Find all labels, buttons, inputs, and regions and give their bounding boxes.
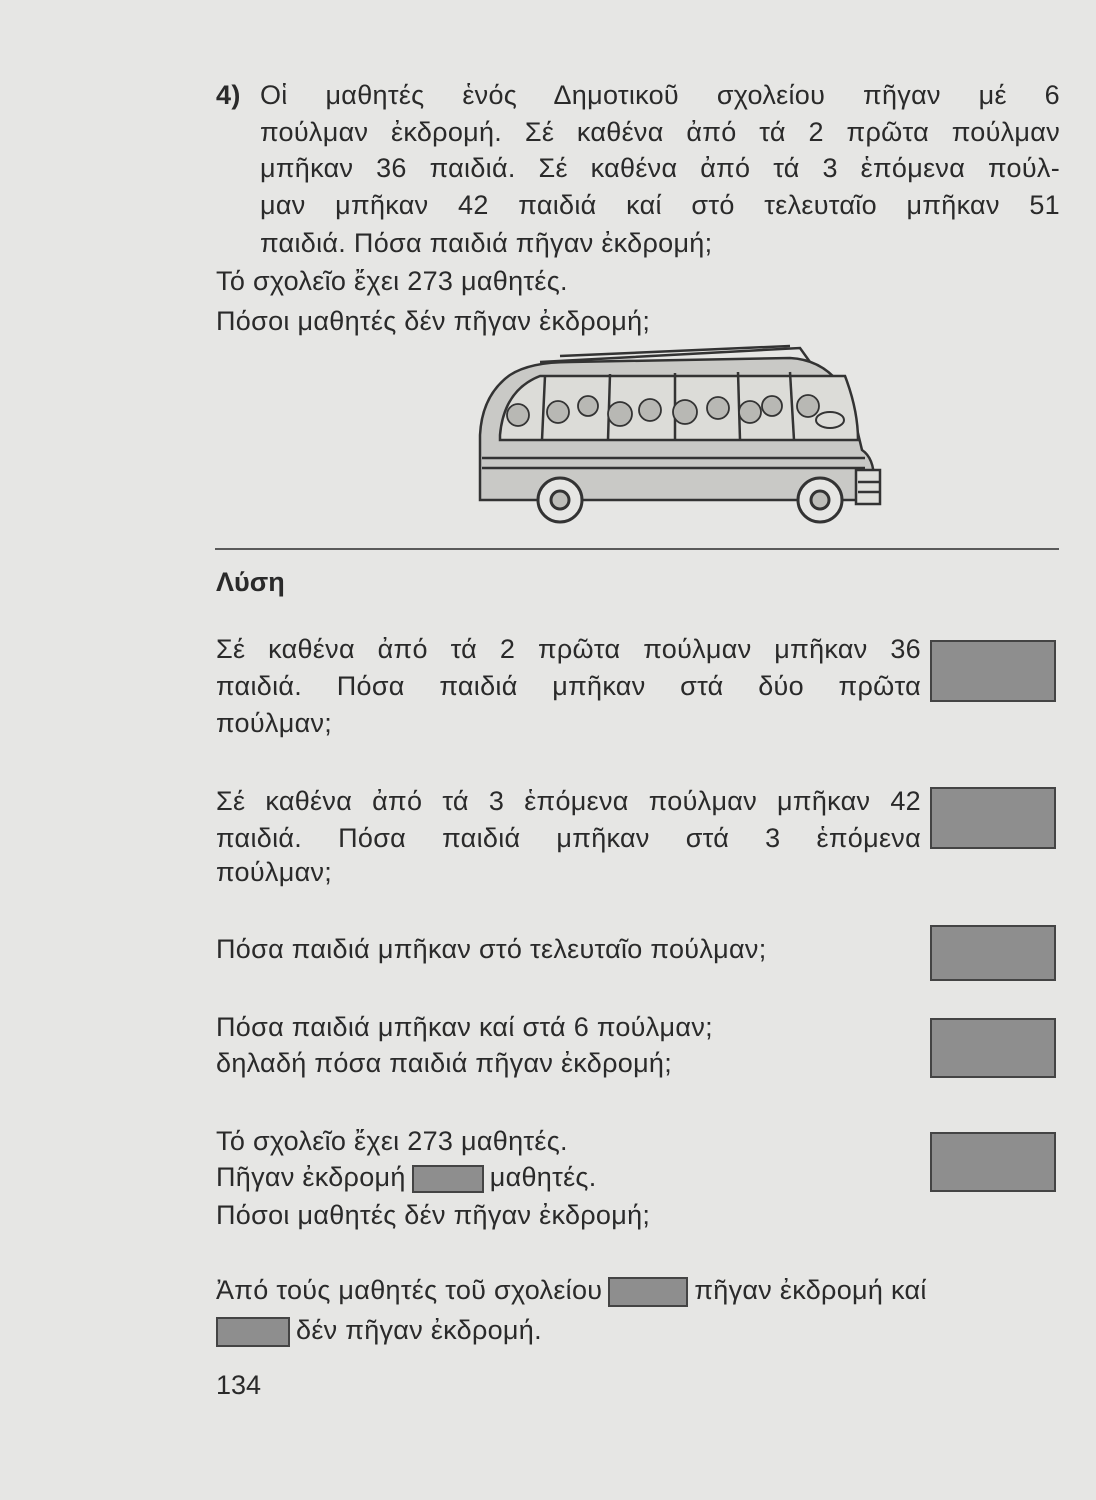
final-line-1 [216,1273,927,1307]
q4-line-1: Πόσα παιδιά μπῆκαν καί στά 6 πούλμαν; [216,1012,713,1042]
q1-line-1: Σέ καθένα ἀπό τά 2 πρῶτα πούλμαν μπῆκαν 36 [216,634,921,664]
problem-line-2: πούλμαν ἐκδρομή. Σέ καθένα ἀπό τά 2 πρῶτα πούλμαν [260,117,1060,147]
answer-box-final-1[interactable] [608,1277,688,1307]
q2-line-1: Σέ καθένα ἀπό τά 3 ἑπόμενα πούλμαν μπῆκαν 42 [216,786,921,816]
problem-line-4: μαν μπῆκαν 42 παιδιά καί στό τελευταῖο μπῆκαν 51 [260,190,1060,220]
final-line-1-start: Ἀπό τούς μαθητές τοῦ σχολείου [216,1275,603,1305]
q5-line-2-end: μαθητές. [489,1162,597,1192]
q1-line-2: παιδιά. Πόσα παιδιά μπῆκαν στά δύο πρῶτα [216,671,921,701]
final-line-2-text: δέν πῆγαν ἐκδρομή. [296,1315,542,1345]
section-divider [215,548,1059,550]
answer-box-q5-inline[interactable] [412,1165,484,1193]
problem-line-1 [216,78,241,112]
problem-extra-1: Τό σχολεῖο ἔχει 273 μαθητές. [216,266,568,296]
answer-box-q2[interactable] [930,787,1056,849]
problem-line-5: παιδιά. Πόσα παιδιά πῆγαν ἐκδρομή; [260,228,713,258]
problem-number: 4) [216,80,241,110]
q2-line-2: παιδιά. Πόσα παιδιά μπῆκαν στά 3 ἑπόμενα [216,823,921,853]
q4-line-2: δηλαδή πόσα παιδιά πῆγαν ἐκδρομή; [216,1048,673,1078]
answer-box-final-2[interactable] [216,1317,290,1347]
q2-line-3: πούλμαν; [216,857,333,887]
page-number: 134 [216,1370,262,1400]
answer-box-q4[interactable] [930,1018,1056,1078]
final-line-1-end: πῆγαν ἐκδρομή καί [694,1275,927,1305]
q3-line: Πόσα παιδιά μπῆκαν στό τελευταῖο πούλμαν; [216,934,767,964]
answer-box-q1[interactable] [930,640,1056,702]
q5-line-2-start: Πῆγαν ἐκδρομή [216,1162,406,1192]
q5-line-2 [216,1160,597,1194]
answer-box-q5[interactable] [930,1132,1056,1192]
problem-line-1-text: Οἱ μαθητές ἑνός Δημοτικοῦ σχολείου πῆγαν μέ 6 [260,80,1060,110]
solution-heading: Λύση [216,567,285,597]
problem-line-3: μπῆκαν 36 παιδιά. Σέ καθένα ἀπό τά 3 ἑπόμενα πούλ- [260,153,1060,183]
final-line-2 [216,1313,542,1347]
answer-box-q3[interactable] [930,925,1056,981]
q5-line-1: Τό σχολεῖο ἔχει 273 μαθητές. [216,1126,568,1156]
bus-illustration [470,340,890,525]
q5-line-3: Πόσοι μαθητές δέν πῆγαν ἐκδρομή; [216,1200,651,1230]
problem-extra-2: Πόσοι μαθητές δέν πῆγαν ἐκδρομή; [216,306,651,336]
q1-line-3: πούλμαν; [216,708,333,738]
